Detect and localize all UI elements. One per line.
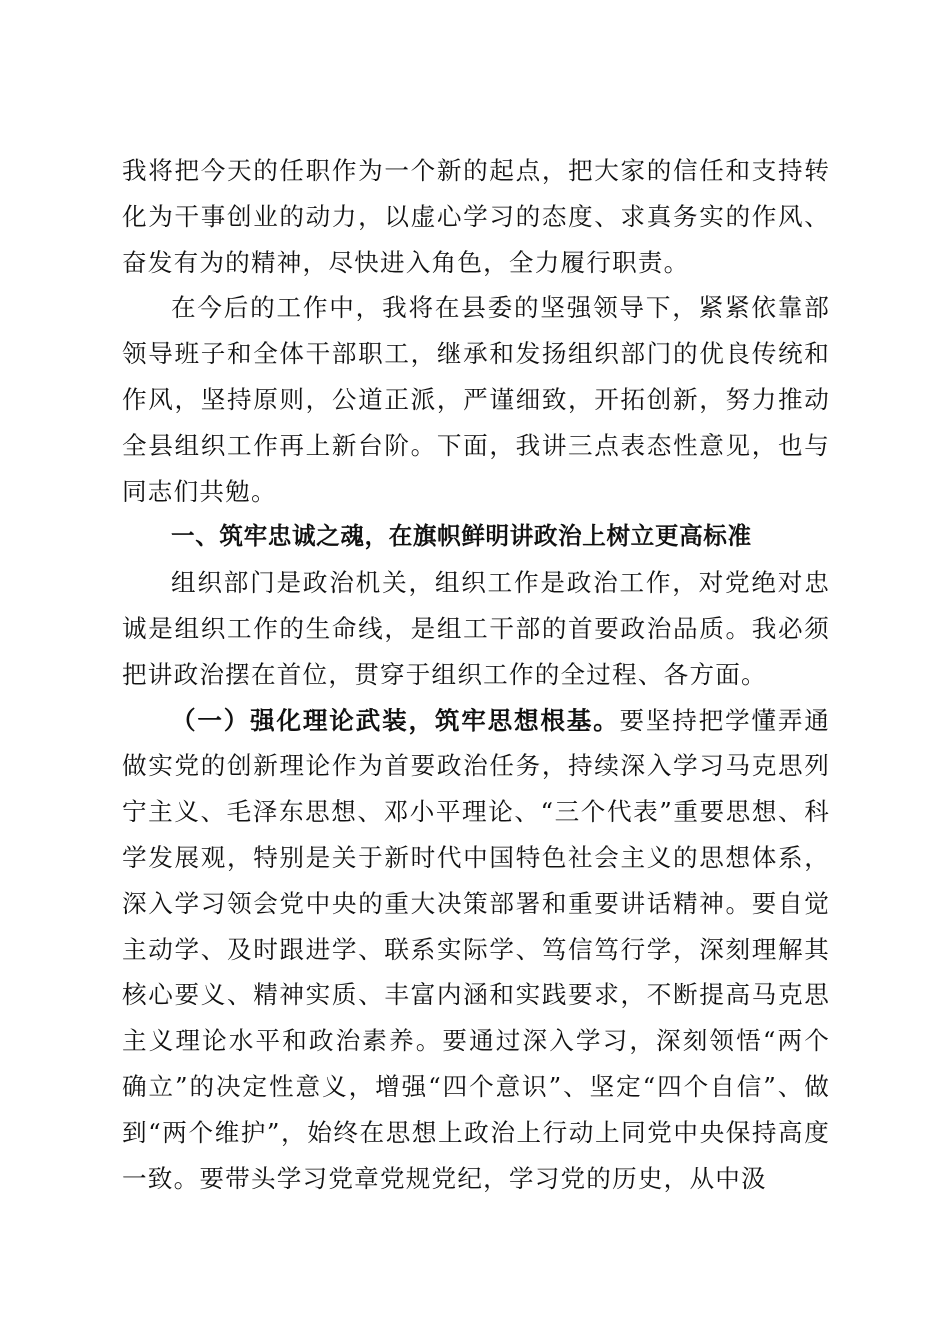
section-heading-one: 一、筑牢忠诚之魂，在旗帜鲜明讲政治上树立更高标准 — [171, 522, 752, 551]
paragraph-appointment-pledge: 我将把今天的任职作为一个新的起点，把大家的信任和支持转化为干事创业的动力，以虚心学习的态度、求真务实的作风、奋发有为的精神，尽快进入角色，全力履行职责。 — [122, 156, 830, 277]
paragraph-political-loyalty: 组织部门是政治机关，组织工作是政治工作，对党绝对忠诚是组织工作的生命线，是组工干部的首要政治品质。我必须把讲政治摆在首位，贯穿于组织工作的全过程、各方面。 — [122, 568, 830, 689]
subsection-body-text: 要坚持把学懂弄通做实党的创新理论作为首要政治任务，持续深入学习马克思列宁主义、毛泽东思想、邓小平理论、“三个代表”重要思想、科学发展观，特别是关于新时代中国特色社会主义的思想体系，深入学习领会党中央的重大决策部署和重要讲话精神。要自觉主动学、及时跟进学、联系实际学、笃信笃行学，深刻理解其核心要义、精神实质、丰富内涵和实践要求，不断提高马克思主义理论水平和政治素养。要通过深入学习，深刻领悟“两个确立”的决定性意义，增强“四个意识”、坚定“四个自信”、做到“两个维护”，始终在思想上政治上行动上同党中央保持高度一致。要带头学习党章党规党纪，学习党的历史，从中汲 — [122, 705, 830, 1193]
document-body — [122, 148, 830, 1201]
paragraph-future-work: 在今后的工作中，我将在县委的坚强领导下，紧紧依靠部领导班子和全体干部职工，继承和发扬组织部门的优良传统和作风，坚持原则，公道正派，严谨细致，开拓创新，努力推动全县组织工作再上新台阶。下面，我讲三点表态性意见，也与同志们共勉。 — [122, 293, 830, 506]
paragraph-subsection-theory — [122, 698, 830, 1202]
subsection-lead-title: （一）强化理论武装，筑牢思想根基。 — [171, 705, 620, 735]
